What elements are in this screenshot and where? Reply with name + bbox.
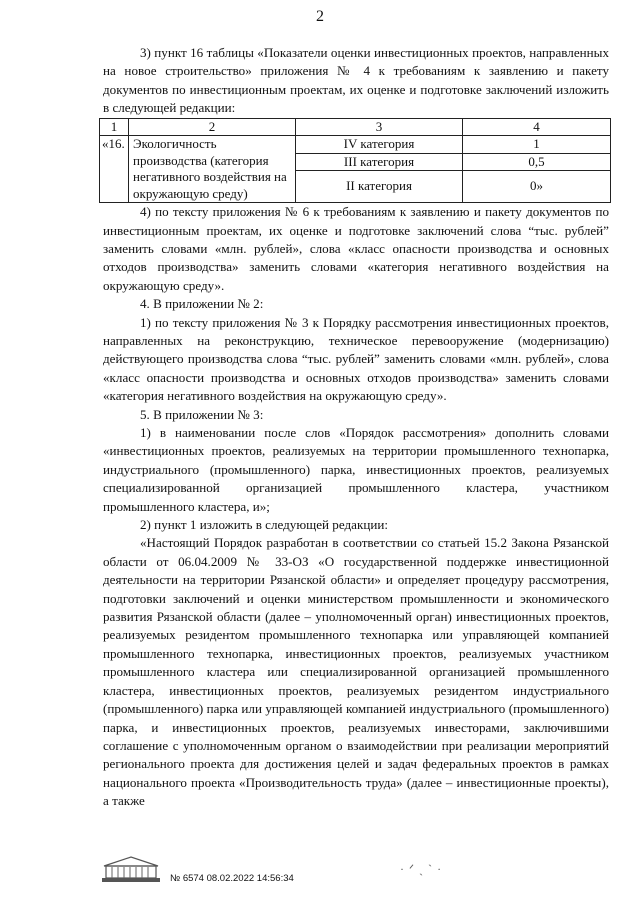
document-body: [103, 44, 609, 811]
paragraph: 1) по тексту приложения № 3 к Порядку рассмотрения инвестиционных проектов, направленных на реконструкцию, техническое перевооружение (модернизацию) действующего производства слова “тыс. рублей” заменить словами «млн. рублей», слова «класс опасности производства и основных отходов производства» заменить словами «категория негативного воздействия на окружающую среду».: [103, 314, 609, 404]
document-footer: [100, 850, 620, 890]
table-header-cell: 2: [129, 118, 296, 136]
table-row: [100, 136, 611, 154]
registration-stamp: № 6574 08.02.2022 14:56:34: [170, 873, 294, 884]
scan-mark: · ᐟ ˎ ˋ ·: [400, 862, 443, 876]
indicators-table: [99, 118, 611, 204]
table-header-cell: 4: [463, 118, 611, 136]
score-cell: 1: [463, 136, 611, 154]
building-logo-icon: [100, 854, 162, 884]
paragraph: «Настоящий Порядок разработан в соответствии со статьей 15.2 Закона Рязанской области от 06.04.2009 № 33-ОЗ «О государственной поддержке инвестиционной деятельности на территории Рязанской области» и определяет процедуру рассмотрения, подготовки заключений и оценки министерством промышленности и экономического развития Рязанской области (далее – уполномоченный орган) инвестиционных проектов, реализуемых резидентом промышленного технопарка или управляющей компанией промышленного технопарка, инвестиционных проектов, реализуемых участником промышленного кластера или специализированной организацией промышленного кластера, инвестиционных проектов, реализуемых резидентом индустриального (промышленного) парка или управляющей компанией индустриального (промышленного) парка, и инвестиционных проектов, реализуемых инвесторами, заключившими соглашение с уполномоченным органом о взаимодействии при реализации мероприятий регионального проекта для достижения целей и задач федеральных проектов в рамках национального проекта «Производительность труда» (далее – инвестиционные проекты), а также: [103, 535, 609, 809]
score-cell: 0»: [463, 171, 611, 203]
table-header-cell: 3: [296, 118, 463, 136]
table-header-row: [100, 118, 611, 136]
score-cell: 0,5: [463, 153, 611, 171]
indicator-cell: Экологичность производства (категория негативного воздействия на окружающую среду): [129, 136, 296, 203]
table-header-cell: 1: [100, 118, 129, 136]
category-cell: II категория: [296, 171, 463, 203]
paragraph: 1) в наименовании после слов «Порядок рассмотрения» дополнить словами «инвестиционных проектов, реализуемых на территории промышленного технопарка, индустриального (промышленного) парка, инвестиционных проектов, реализуемых специализированной организацией промышленного кластера, участником промышленного кластера, и»;: [103, 425, 609, 514]
category-cell: IV категория: [296, 136, 463, 154]
paragraph: 2) пункт 1 изложить в следующей редакции:: [140, 517, 388, 533]
page-number: 2: [316, 8, 324, 25]
section-heading: 4. В приложении № 2:: [140, 296, 264, 312]
section-heading: 5. В приложении № 3:: [140, 406, 264, 422]
row-number-cell: «16.: [100, 136, 129, 203]
paragraph: 3) пункт 16 таблицы «Показатели оценки инвестиционных проектов, направленных на новое строительство» приложения № 4 к требованиям к заявлению и пакету документов по инвестиционным проектам, их оценке и подготовке заключений изложить в следующей редакции:: [103, 45, 609, 116]
category-cell: III категория: [296, 153, 463, 171]
paragraph: 4) по тексту приложения № 6 к требованиям к заявлению и пакету документов по инвестиционным проектам, их оценке и подготовке заключений слова “тыс. рублей” заменить словами «млн. рублей», слова «класс опасности производства и основных отходов производства» заменить словами «категория негативного воздействия на окружающую среду».: [103, 204, 609, 293]
